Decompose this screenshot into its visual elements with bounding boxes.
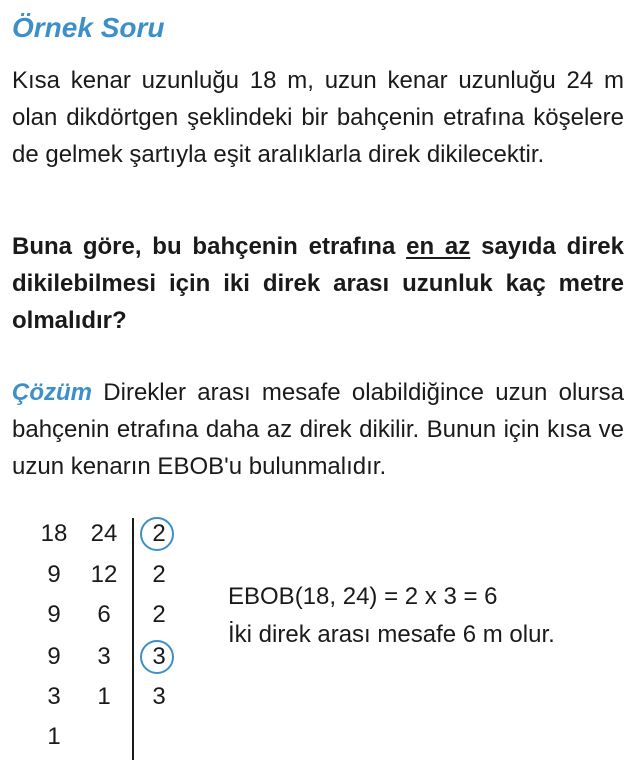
row-4-b: 3 (97, 643, 111, 670)
row-5-b: 1 (97, 683, 111, 710)
solution-paragraph (12, 374, 624, 485)
row-1-b: 24 (90, 520, 118, 547)
row-3-divisor: 2 (152, 601, 166, 628)
division-line (132, 518, 134, 760)
solution-text: Direkler arası mesafe olabildiğince uzun olursa bahçenin etrafına daha az direk dikilir. Bunun için kısa ve uzun kenarın EBOB'u bulunmalıdır. (12, 379, 624, 480)
prompt-emphasis: en az (406, 233, 471, 260)
result-ebob: EBOB(18, 24) = 2 x 3 = 6 (228, 583, 498, 610)
row-3-b: 6 (97, 601, 111, 628)
example-heading: Örnek Soru (12, 12, 165, 43)
row-2-a: 9 (47, 561, 61, 588)
row-1-a: 18 (40, 520, 68, 547)
prompt-part-1: Buna göre, bu bahçenin etrafına (12, 233, 407, 260)
row-1-divisor: 2 (152, 520, 166, 547)
question-prompt (12, 228, 624, 339)
row-2-divisor: 2 (152, 561, 166, 588)
row-5-divisor: 3 (152, 683, 166, 710)
result-conclusion: İki direk arası mesafe 6 m olur. (228, 621, 555, 648)
question-intro: Kısa kenar uzunluğu 18 m, uzun kenar uzunluğu 24 m olan dikdörtgen şeklindeki bir bahçenin etrafına köşelere de gelmek şartıyla eşit aralıklarla direk dikilecektir. (12, 67, 624, 168)
row-4-a: 9 (47, 643, 61, 670)
prompt-part-2: sayıda direk dikilebilmesi için iki direk arası uzunluk kaç metre olmalıdır? (12, 233, 624, 334)
row-5-a: 3 (47, 683, 61, 710)
row-6-a: 1 (47, 723, 61, 750)
row-2-b: 12 (90, 561, 118, 588)
row-4-divisor: 3 (152, 643, 166, 670)
row-3-a: 9 (47, 601, 61, 628)
solution-label: Çözüm (12, 379, 92, 406)
